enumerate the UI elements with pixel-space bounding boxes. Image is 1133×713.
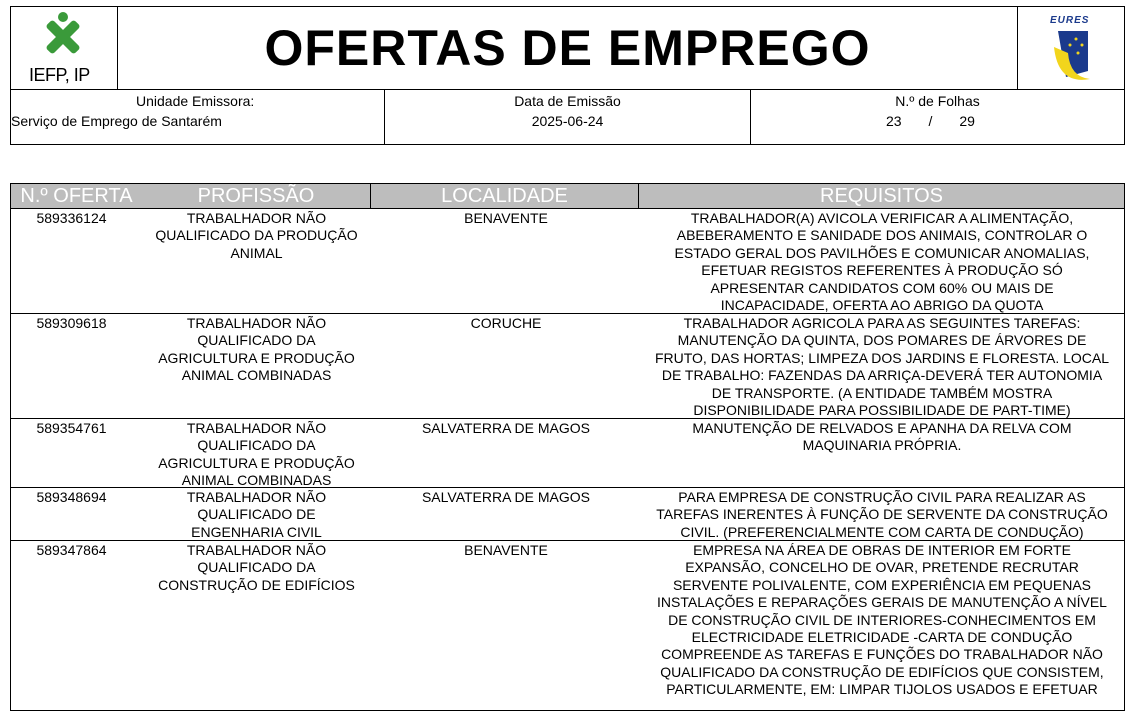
cell-profissao-line: AGRICULTURA E PRODUÇÃO (158, 349, 355, 366)
cell-num-oferta-line: 589347864 (36, 542, 107, 558)
cell-num-oferta-line: 589354761 (36, 420, 107, 436)
table-row (10, 419, 1125, 488)
cell-requisitos-line: DE TRABALHO: FAZENDAS DA ARRIÇA-DEVERÁ TER AUTONOMIA (661, 367, 1103, 384)
eures-logo (1017, 7, 1124, 89)
cell-num-oferta (11, 420, 132, 437)
cell-profissao-line: QUALIFICADO DA (197, 559, 316, 576)
cell-requisitos-line: DISPONIBILIDADE PARA POSSIBILIDADE DE PART-TIME) (693, 402, 1071, 419)
iefp-logo (11, 7, 118, 89)
cell-localidade-line: CORUCHE (470, 315, 542, 331)
cell-requisitos-line: COMPREENDE AS TAREFAS E FUNÇÕES DO TRABALHADOR NÃO (661, 646, 1103, 663)
cell-requisitos-line: INSTALAÇÕES E REPARAÇÕES GERAIS DE MANUTENÇÃO A NÍVEL (657, 594, 1107, 611)
cell-profissao-line: CONSTRUÇÃO DE EDIFÍCIOS (158, 576, 355, 593)
ofertas-table (10, 183, 1125, 711)
cell-requisitos (639, 542, 1125, 699)
cell-num-oferta (11, 210, 132, 227)
cell-profissao-line: QUALIFICADO DE (197, 506, 316, 523)
cell-profissao (132, 489, 381, 541)
cell-localidade-line: SALVATERRA DE MAGOS (421, 489, 591, 505)
cell-profissao-line: TRABALHADOR NÃO (186, 420, 327, 436)
cell-requisitos-line: EMPRESA NA ÁREA DE OBRAS DE INTERIOR EM FORTE (693, 542, 1071, 558)
cell-num-oferta-line: 589336124 (36, 210, 107, 226)
cell-requisitos-line: ESTADO GERAL DOS PAVILHÕES E COMUNICAR ANOMALIAS, (674, 244, 1090, 261)
cell-requisitos-line: PARA EMPRESA DE CONSTRUÇÃO CIVIL PARA REALIZAR AS (678, 489, 1086, 505)
cell-requisitos-line: TRABALHADOR AGRICOLA PARA AS SEGUINTES TAREFAS: (683, 315, 1081, 331)
cell-requisitos-line: TRABALHADOR(A) AVICOLA VERIFICAR A ALIMENTAÇÃO, (690, 210, 1074, 226)
cell-profissao-line: QUALIFICADO DA (197, 437, 316, 454)
cell-profissao (132, 210, 381, 262)
header-requisitos: REQUISITOS (820, 185, 943, 207)
cell-num-oferta-line: 589309618 (36, 315, 107, 331)
cell-requisitos-line: EFETUAR REGISTOS REFERENTES À PRODUÇÃO SÓ (701, 262, 1063, 279)
cell-requisitos-line: DE TRANSPORTE. (A ENTIDADE TAMBÉM MOSTRA (711, 384, 1053, 401)
document-header (10, 6, 1125, 90)
cell-localidade (381, 489, 631, 506)
cell-profissao-line: TRABALHADOR NÃO (186, 315, 327, 331)
iefp-logo-text: IEFP, IP (29, 65, 90, 85)
table-row (10, 209, 1125, 314)
table-row (10, 314, 1125, 419)
data-emissao-value: 2025-06-24 (531, 113, 604, 129)
data-emissao-label: Data de Emissão (514, 93, 621, 109)
cell-num-oferta (11, 489, 132, 506)
table-row (10, 488, 1125, 541)
cell-profissao-line: ANIMAL (230, 244, 283, 261)
cell-profissao (132, 542, 381, 594)
header-profissao: PROFISSÃO (142, 184, 371, 208)
cell-profissao (132, 420, 381, 490)
cell-requisitos-line: DE CONSTRUÇÃO CIVIL DE INTERIORES-CONHECIMENTOS EM (668, 611, 1096, 628)
header-num-oferta: N.º OFERTA (20, 185, 133, 207)
data-emissao-cell (385, 90, 751, 144)
cell-localidade-line: SALVATERRA DE MAGOS (421, 420, 591, 436)
eures-logo-text: EURES (1050, 15, 1090, 26)
cell-requisitos-line: INCAPACIDADE, OFERTA AO ABRIGO DA QUOTA (720, 297, 1044, 314)
numero-folhas-cell (751, 90, 1124, 144)
cell-profissao-line: QUALIFICADO DA (197, 332, 316, 349)
cell-num-oferta-line: 589348694 (36, 489, 107, 505)
unidade-emissora-cell (11, 90, 385, 144)
cell-requisitos (639, 420, 1125, 455)
cell-num-oferta (11, 542, 132, 559)
cell-requisitos-line: EXPANSÃO, CONCELHO DE OVAR, PRETENDE RECRUTAR (685, 559, 1079, 576)
folha-separador: / (928, 113, 933, 129)
cell-profissao (132, 315, 381, 385)
cell-requisitos-line: APRESENTAR CANDIDATOS COM 60% OU MAIS DE (710, 279, 1054, 296)
cell-requisitos (639, 489, 1125, 541)
cell-requisitos-line: MAQUINARIA PRÓPRIA. (802, 437, 962, 454)
folha-total: 29 (959, 113, 975, 129)
folha-atual: 23 (886, 113, 902, 129)
unidade-emissora-label: Unidade Emissora: (136, 93, 255, 109)
cell-requisitos-line: SERVENTE POLIVALENTE, COM EXPERIÊNCIA EM PEQUENAS (672, 576, 1092, 593)
cell-requisitos-line: PARTICULARMENTE, EM: LIMPAR TIJOLOS USADOS E EFETUAR (666, 681, 1098, 698)
cell-requisitos-line: MANUTENÇÃO DE RELVADOS E APANHA DA RELVA COM (692, 420, 1072, 436)
unidade-emissora-value: Serviço de Emprego de Santarém (11, 113, 222, 129)
cell-requisitos-line: CIVIL. (PREFERENCIALMENTE COM CARTA DE CONDUÇÃO) (680, 523, 1084, 540)
cell-localidade (381, 420, 631, 437)
cell-profissao-line: ANIMAL COMBINADAS (181, 472, 332, 489)
cell-requisitos-line: TAREFAS INERENTES À FUNÇÃO DE SERVENTE DA CONSTRUÇÃO (656, 506, 1108, 523)
cell-localidade-line: BENAVENTE (464, 542, 548, 558)
page-title: OFERTAS DE EMPREGO (264, 20, 871, 76)
cell-profissao-line: TRABALHADOR NÃO (186, 210, 327, 226)
numero-folhas-label: N.º de Folhas (895, 93, 980, 109)
cell-requisitos-line: ABEBERAMENTO E SANIDADE DOS ANIMAIS, CONTROLAR O (676, 227, 1088, 244)
cell-profissao-line: AGRICULTURA E PRODUÇÃO (158, 454, 355, 471)
table-header (10, 183, 1125, 209)
numero-folhas-value (886, 113, 975, 129)
info-row (10, 90, 1125, 145)
cell-profissao-line: QUALIFICADO DA PRODUÇÃO (155, 227, 358, 244)
cell-localidade (381, 315, 631, 332)
cell-profissao-line: ANIMAL COMBINADAS (181, 367, 332, 384)
cell-requisitos (639, 210, 1125, 314)
cell-requisitos (639, 315, 1125, 419)
cell-profissao-line: ENGENHARIA CIVIL (191, 523, 322, 540)
header-localidade: LOCALIDADE (371, 184, 639, 208)
cell-requisitos-line: MANUTENÇÃO DA QUINTA, DOS POMARES DE ÁRVORES DE (677, 332, 1087, 349)
cell-num-oferta (11, 315, 132, 332)
table-row (10, 541, 1125, 711)
cell-localidade-line: BENAVENTE (464, 210, 548, 226)
cell-profissao-line: TRABALHADOR NÃO (186, 542, 327, 558)
cell-requisitos-line: ELECTRICIDADE ELETRICIDADE -CARTA DE CONDUÇÃO (691, 629, 1073, 646)
cell-requisitos-line: QUALIFICADO DA CONSTRUÇÃO DE EDIFÍCIOS QUE CONSISTEM, (660, 663, 1104, 680)
cell-localidade (381, 210, 631, 227)
cell-requisitos-line: FRUTO, DAS HORTAS; LIMPEZA DOS JARDINS E FLORESTA. LOCAL (654, 349, 1110, 366)
cell-localidade (381, 542, 631, 559)
cell-profissao-line: TRABALHADOR NÃO (186, 489, 327, 505)
